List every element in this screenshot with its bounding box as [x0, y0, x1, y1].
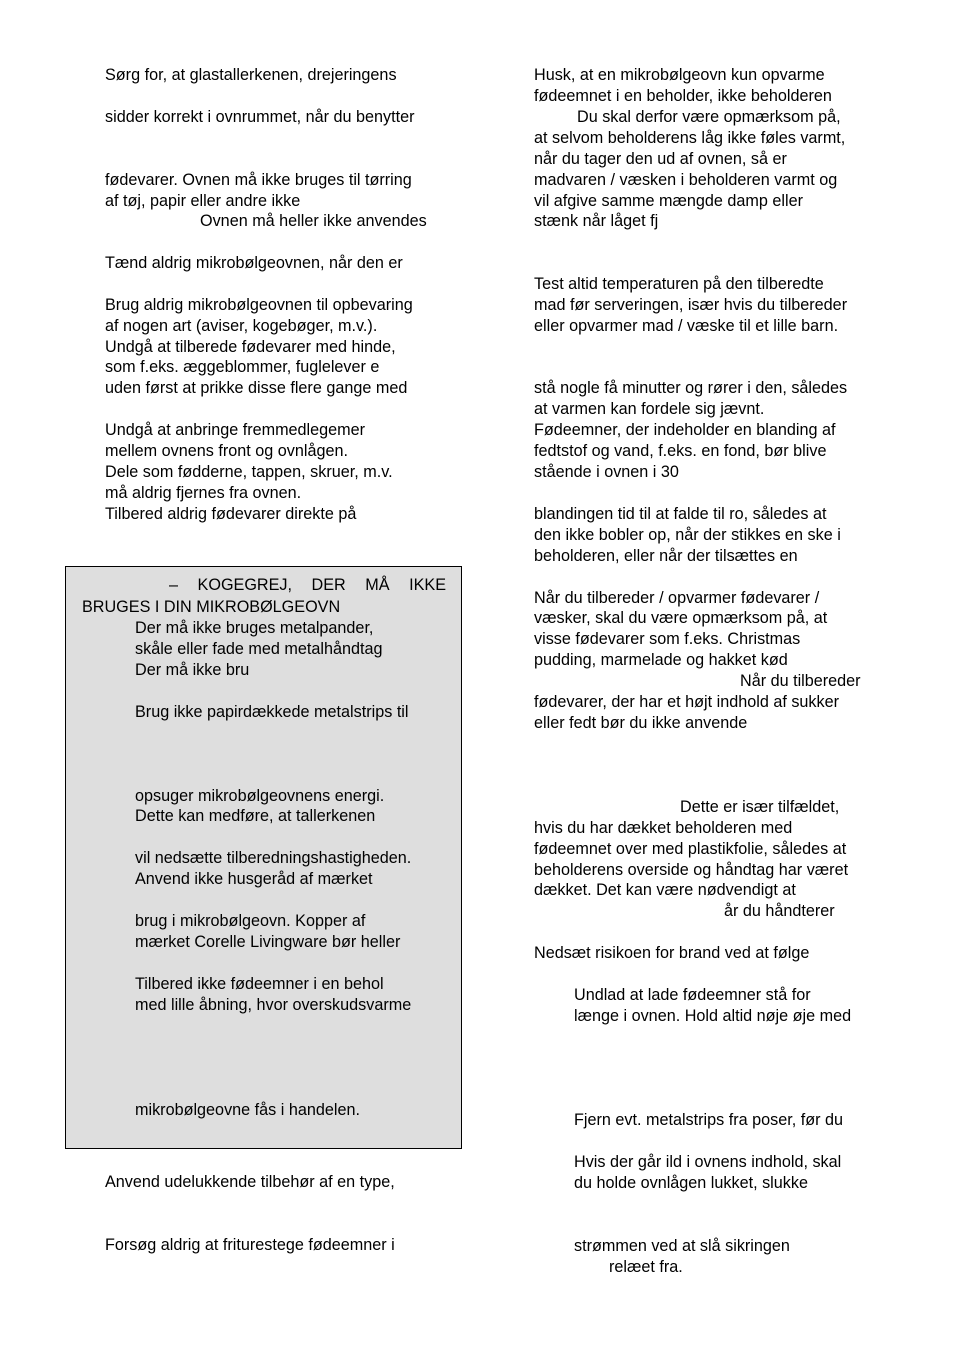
text-line: væsker, skal du være opmærksom på, at	[534, 609, 828, 627]
text-line: længe i ovnen. Hold altid nøje øje med	[574, 1007, 852, 1025]
text-line: fødevarer, der har et højt indhold af sukker	[534, 693, 840, 711]
text-line: Tænd aldrig mikrobølgeovnen, når den er	[105, 254, 403, 272]
text-line: Undgå at tilberede fødevarer med hinde,	[105, 338, 396, 356]
text-line: mad før serveringen, især hvis du tilbereder	[534, 296, 848, 314]
text-line: mellem ovnens front og ovnlågen.	[105, 442, 348, 460]
box-text-line: brug i mikrobølgeovn. Kopper af	[135, 912, 366, 930]
text-line: relæet fra.	[609, 1258, 683, 1276]
text-line: pudding, marmelade og hakket kød	[534, 651, 788, 669]
text-line: eller fedt bør du ikke anvende	[534, 714, 748, 732]
text-line: stå nogle få minutter og rører i den, således	[534, 379, 848, 397]
text-line: fødeemnet over med plastikfolie, således at	[534, 840, 847, 858]
text-line: dækket. Det kan være nødvendigt at	[534, 881, 796, 899]
text-line: fødevarer. Ovnen må ikke bruges til tørring	[105, 171, 412, 189]
text-line: Fjern evt. metalstrips fra poser, før du	[574, 1111, 843, 1129]
box-text-line: Dette kan medføre, at tallerkenen	[135, 807, 376, 825]
text-line: Fødeemner, der indeholder en blanding af	[534, 421, 836, 439]
text-line: hvis du har dækket beholderen med	[534, 819, 793, 837]
box-text-line: mærket Corelle Livingware bør heller	[135, 933, 401, 951]
box-text-line: Brug ikke papirdækkede metalstrips til	[135, 703, 409, 721]
text-line: du holde ovnlågen lukket, slukke	[574, 1174, 808, 1192]
box-text-line: mikrobølgeovne fås i handelen.	[135, 1101, 360, 1119]
text-line: Når du tilbereder / opvarmer fødevarer /	[534, 589, 820, 607]
text-line: strømmen ved at slå sikringen	[574, 1237, 790, 1255]
text-line: Når du tilbereder	[740, 672, 861, 690]
text-line: Hvis der går ild i ovnens indhold, skal	[574, 1153, 842, 1171]
text-line: fødeemnet i en beholder, ikke beholderen	[534, 87, 832, 105]
text-line: at varmen kan fordele sig jævnt.	[534, 400, 765, 418]
text-line: som f.eks. æggeblommer, fuglelever e	[105, 358, 380, 376]
text-line: Dette er især tilfældet,	[680, 798, 840, 816]
text-line: Ovnen må heller ikke anvendes	[200, 212, 427, 230]
text-line: Test altid temperaturen på den tilberedte	[534, 275, 824, 293]
text-line: uden først at prikke disse flere gange med	[105, 379, 408, 397]
text-line: den ikke bobler op, når der stikkes en ske i	[534, 526, 841, 544]
text-line: Forsøg aldrig at friturestege fødeemner i	[105, 1236, 395, 1254]
text-line: af tøj, papir eller andre ikke	[105, 192, 301, 210]
text-line: beholderen, eller når der tilsættes en	[534, 547, 798, 565]
text-line: stående i ovnen i 30	[534, 463, 679, 481]
box-heading-line2: BRUGES I DIN MIKROBØLGEOVN	[82, 598, 341, 616]
text-line: Tilbered aldrig fødevarer direkte på	[105, 505, 357, 523]
text-line: Dele som fødderne, tappen, skruer, m.v.	[105, 463, 393, 481]
text-line: sidder korrekt i ovnrummet, når du benytter	[105, 108, 415, 126]
text-line: vil afgive samme mængde damp eller	[534, 192, 804, 210]
text-line: Du skal derfor være opmærksom på,	[577, 108, 841, 126]
box-text-line: opsuger mikrobølgeovnens energi.	[135, 787, 385, 805]
text-line: eller opvarmer mad / væske til et lille barn.	[534, 317, 839, 335]
text-line: Brug aldrig mikrobølgeovnen til opbevaring	[105, 296, 413, 314]
text-line: Undgå at anbringe fremmedlegemer	[105, 421, 366, 439]
box-text-line: Anvend ikke husgeråd af mærket	[135, 870, 373, 888]
text-line: blandingen tid til at falde til ro, således at	[534, 505, 827, 523]
text-line: Husk, at en mikrobølgeovn kun opvarme	[534, 66, 825, 84]
text-line: Undlad at lade fødeemner stå for	[574, 986, 811, 1004]
text-line: Anvend udelukkende tilbehør af en type,	[105, 1173, 395, 1191]
text-line: må aldrig fjernes fra ovnen.	[105, 484, 302, 502]
text-line: visse fødevarer som f.eks. Christmas	[534, 630, 801, 648]
text-line: når du tager den ud af ovnen, så er	[534, 150, 787, 168]
box-text-line: med lille åbning, hvor overskudsvarme	[135, 996, 412, 1014]
box-text-line: Der må ikke bruges metalpander,	[135, 619, 374, 637]
text-line: stænk når låget fj	[534, 212, 659, 230]
text-line: Nedsæt risikoen for brand ved at følge	[534, 944, 810, 962]
box-text-line: Tilbered ikke fødeemner i en behol	[135, 975, 384, 993]
box-text-line: vil nedsætte tilberedningshastigheden.	[135, 849, 412, 867]
text-line: Sørg for, at glastallerkenen, drejeringens	[105, 66, 397, 84]
text-line: at selvom beholderens låg ikke føles varmt,	[534, 129, 846, 147]
box-text-line: Der må ikke bru	[135, 661, 250, 679]
box-text-line: skåle eller fade med metalhåndtag	[135, 640, 383, 658]
text-line: år du håndterer	[724, 902, 835, 920]
text-line: beholderens overside og håndtag har været	[534, 861, 849, 879]
text-line: af nogen art (aviser, kogebøger, m.v.).	[105, 317, 378, 335]
box-heading-line1: – KOGEGREJ, DER MÅ IKKE	[169, 576, 446, 594]
text-line: fedtstof og vand, f.eks. en fond, bør blive	[534, 442, 827, 460]
text-line: madvaren / væsken i beholderen varmt og	[534, 171, 838, 189]
